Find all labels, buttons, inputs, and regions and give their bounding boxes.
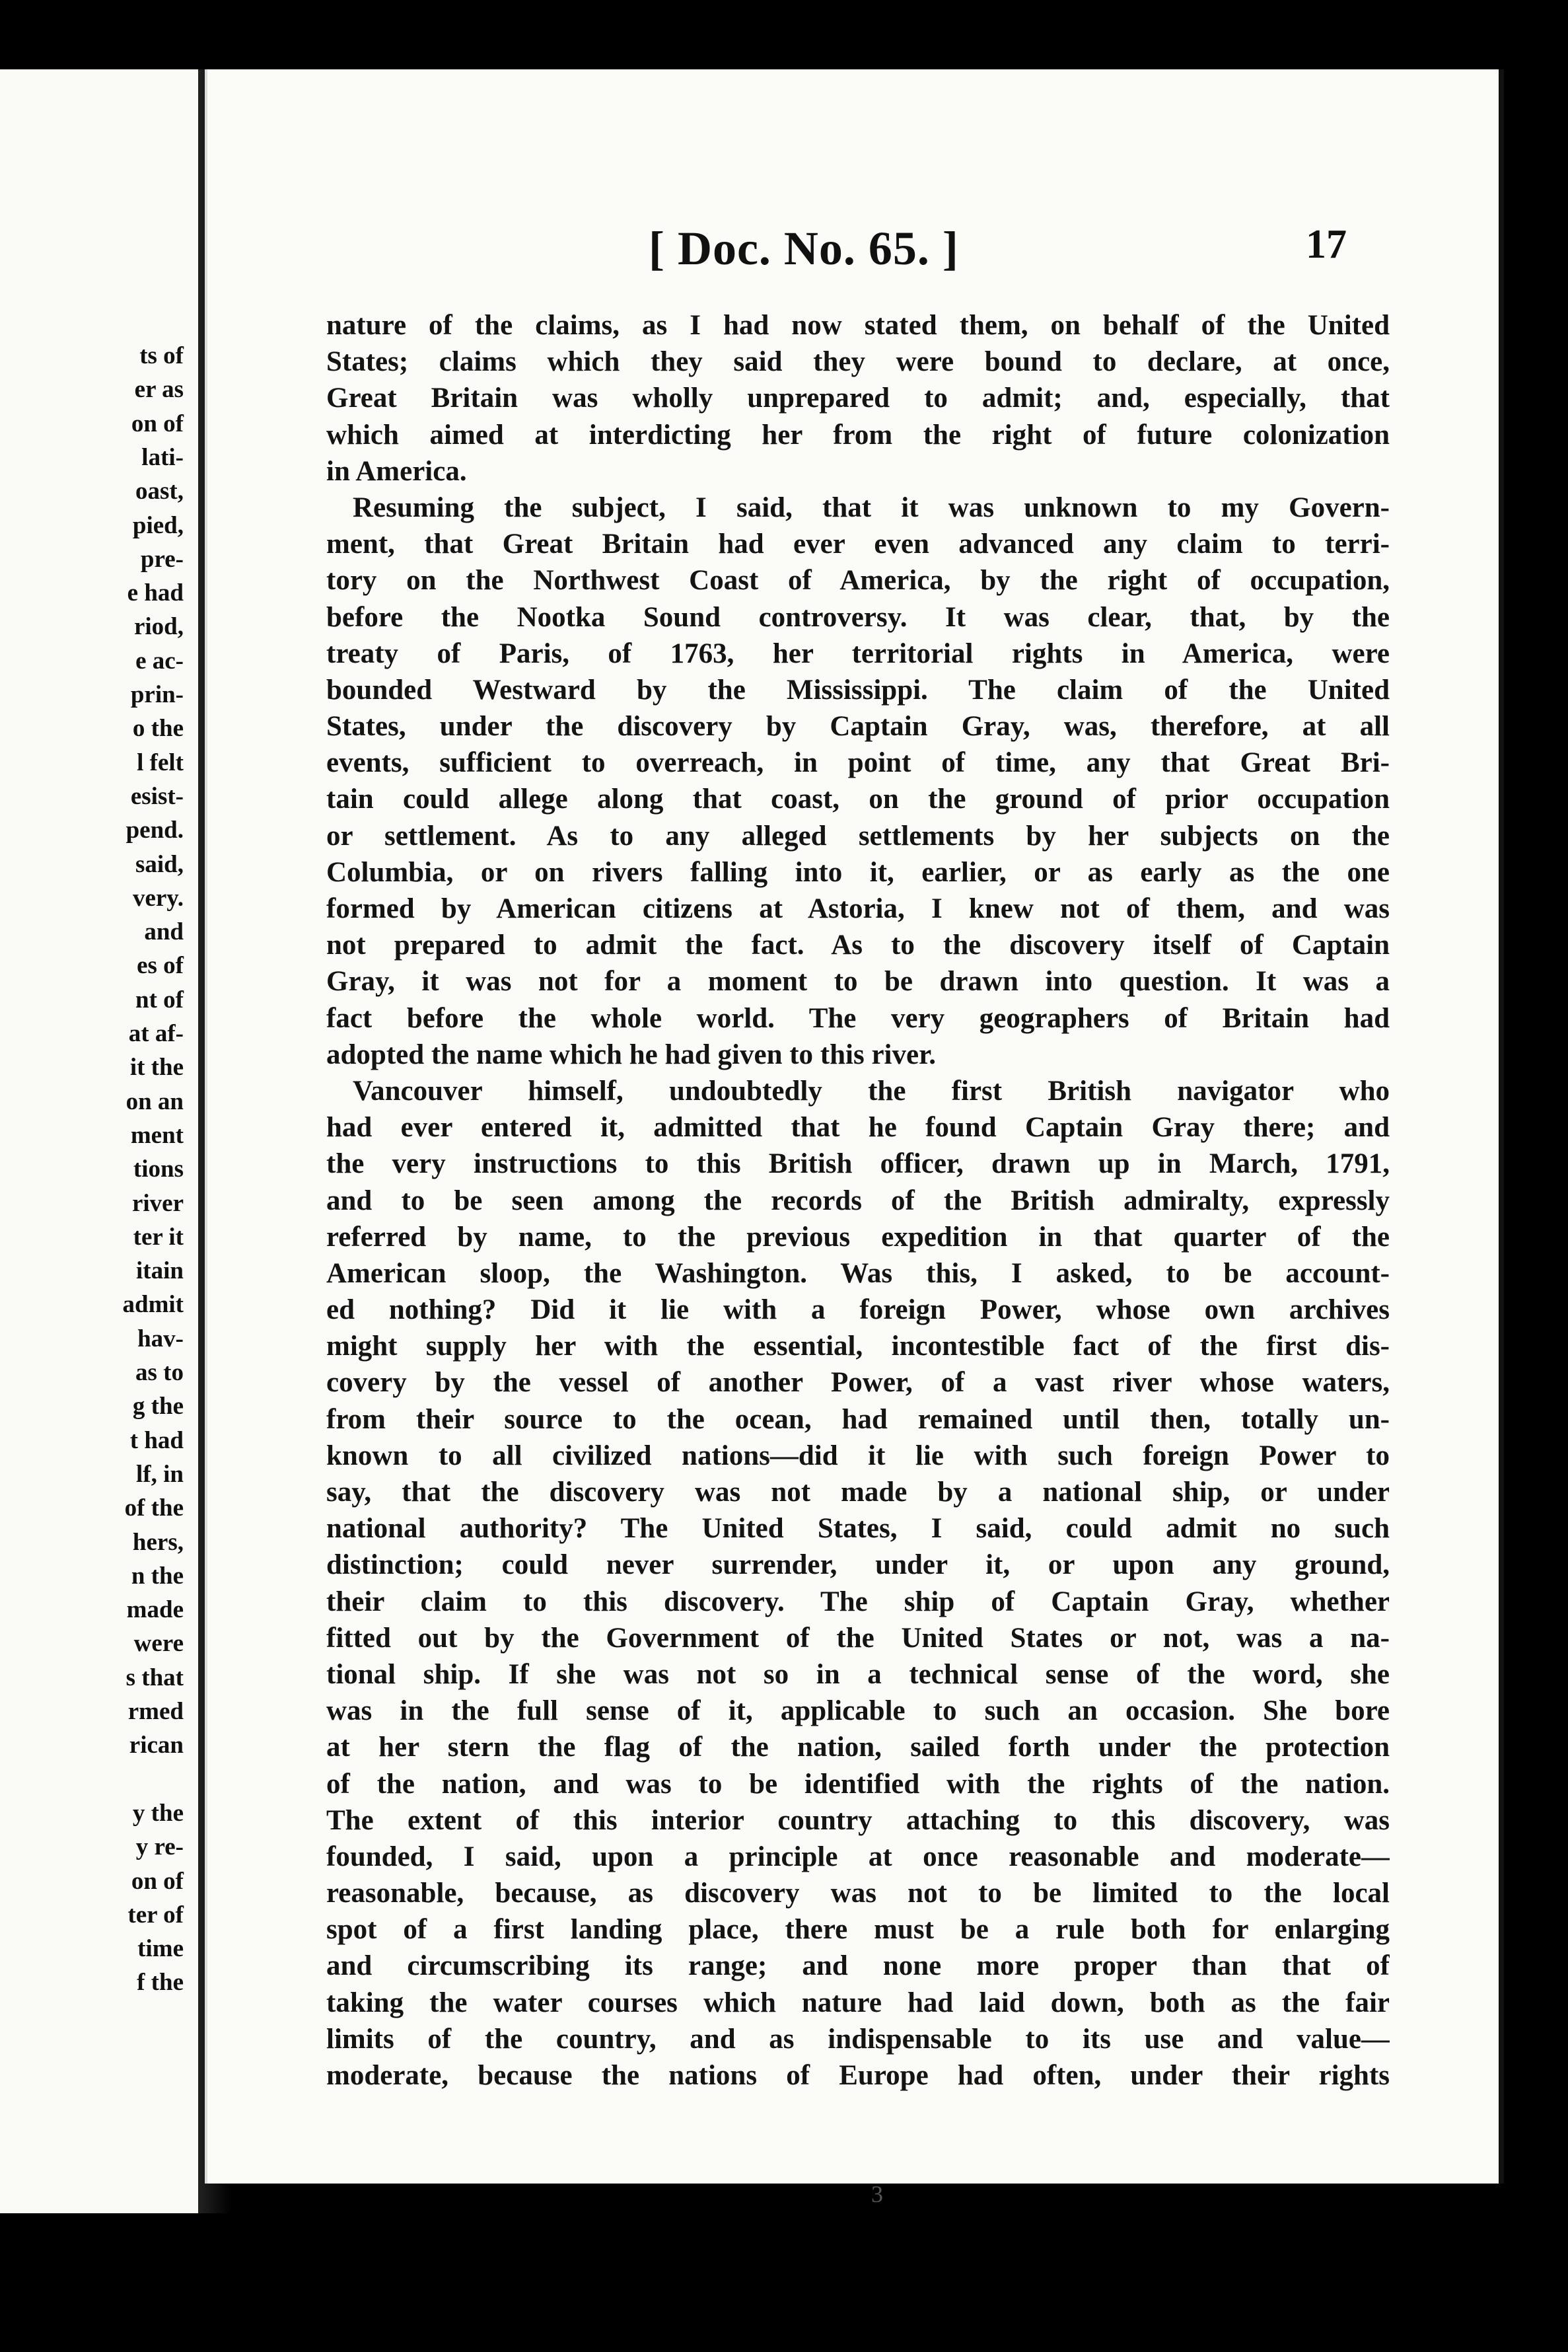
left-page-fragment: lati- xyxy=(141,443,184,471)
left-page-fragment: it the xyxy=(129,1054,184,1082)
text-line: founded, I said, upon a principle at once reasonable and moderate— xyxy=(326,1841,1390,1872)
left-page-fragment: said, xyxy=(135,850,184,878)
text-line: tain could allege along that coast, on the ground of prior occupation xyxy=(326,784,1390,815)
text-line: might supply her with the essential, incontestible fact of the first dis- xyxy=(326,1331,1390,1362)
left-page-fragment: es of xyxy=(137,952,184,980)
text-line: fitted out by the Government of the United States or not, was a na- xyxy=(326,1622,1390,1654)
left-page-fragment: t had xyxy=(129,1426,184,1454)
text-line: events, sufficient to overreach, in point of time, any that Great Bri- xyxy=(326,747,1390,779)
left-page-fragment: y re- xyxy=(135,1833,184,1861)
body-text xyxy=(326,307,1390,2094)
left-page-fragment: time xyxy=(137,1935,184,1963)
signature-mark: 3 xyxy=(871,2181,883,2207)
text-line: tional ship. If she was not so in a technical sense of the word, she xyxy=(326,1658,1390,1690)
text-line: Resuming the subject, I said, that it was unknown to my Govern- xyxy=(353,492,1390,523)
left-page-fragment: f the xyxy=(137,1969,184,1997)
text-line: of the nation, and was to be identified with the rights of the nation. xyxy=(326,1768,1390,1800)
text-line: in America. xyxy=(326,455,467,487)
left-page-fragment: l felt xyxy=(137,749,184,776)
left-page-fragment: on of xyxy=(131,410,184,437)
text-line: bounded Westward by the Mississippi. The claim of the United xyxy=(326,674,1390,706)
left-page-fragment: very. xyxy=(132,884,184,912)
text-line: nature of the claims, as I had now stated them, on behalf of the United xyxy=(326,310,1390,341)
left-page-fragment: made xyxy=(126,1596,184,1624)
left-page-fragment: er as xyxy=(134,376,184,404)
left-page-fragment: esist- xyxy=(130,782,184,810)
text-line: and to be seen among the records of the British admiralty, expressly xyxy=(326,1185,1390,1216)
left-page-fragment: n the xyxy=(131,1562,184,1590)
text-line: the very instructions to this British officer, drawn up in March, 1791, xyxy=(326,1148,1390,1180)
left-page-fragment: at af- xyxy=(128,1020,184,1047)
left-page-fragment: oast, xyxy=(135,478,184,505)
left-page-fragment: g the xyxy=(132,1393,184,1420)
left-page-fragment: on of xyxy=(131,1867,184,1895)
text-line: ed nothing? Did it lie with a foreign Power, whose own archives xyxy=(326,1294,1390,1326)
text-line: or settlement. As to any alleged settlements by her subjects on the xyxy=(326,820,1390,852)
text-line: American sloop, the Washington. Was this, I asked, to be account- xyxy=(326,1257,1390,1289)
doc-number-label: [ Doc. No. 65. ] xyxy=(649,222,959,275)
text-line: The extent of this interior country attaching to this discovery, was xyxy=(326,1804,1390,1836)
text-line: national authority? The United States, I said, could admit no such xyxy=(326,1513,1390,1545)
left-page-fragment: pend. xyxy=(125,817,184,844)
text-line: Columbia, or on rivers falling into it, earlier, or as early as the one xyxy=(326,856,1390,888)
text-line: ment, that Great Britain had ever even advanced any claim to terri- xyxy=(326,529,1390,560)
text-line: their claim to this discovery. The ship of Captain Gray, whether xyxy=(326,1586,1390,1617)
left-page-fragment: e ac- xyxy=(135,647,184,675)
text-line: from their source to the ocean, had remained until then, totally un- xyxy=(326,1403,1390,1435)
text-line: which aimed at interdicting her from the right of future colonization xyxy=(326,419,1390,451)
left-page-fragment: hers, xyxy=(132,1528,184,1556)
text-line: spot of a first landing place, there must be a rule both for enlarging xyxy=(326,1914,1390,1946)
text-line: had ever entered it, admitted that he found Captain Gray there; and xyxy=(326,1112,1390,1144)
text-line: covery by the vessel of another Power, of a vast river whose waters, xyxy=(326,1367,1390,1399)
left-page-fragment: prin- xyxy=(130,681,184,708)
text-line: treaty of Paris, of 1763, her territorial rights in America, were xyxy=(326,638,1390,669)
text-line: limits of the country, and as indispensable to its use and value— xyxy=(326,2023,1390,2055)
left-page-fragment: ts of xyxy=(139,342,184,369)
left-page-fragment: ter of xyxy=(127,1901,184,1929)
text-line: moderate, because the nations of Europe had often, under their rights xyxy=(326,2060,1390,2091)
left-page-edge xyxy=(0,69,198,2213)
text-line: not prepared to admit the fact. As to the discovery itself of Captain xyxy=(326,930,1390,961)
text-line: Gray, it was not for a moment to be drawn into question. It was a xyxy=(326,966,1390,998)
left-page-fragment: tions xyxy=(133,1156,184,1183)
left-page-fragment: as to xyxy=(135,1359,184,1386)
text-line: was in the full sense of it, applicable to such an occasion. She bore xyxy=(326,1695,1390,1727)
left-page-fragment: rmed xyxy=(127,1698,184,1725)
left-page-fragment: y the xyxy=(132,1799,184,1827)
left-page-fragment: o the xyxy=(132,715,184,743)
left-page-fragment: riod, xyxy=(133,613,184,641)
text-line: referred by name, to the previous expedition in that quarter of the xyxy=(326,1221,1390,1253)
text-line: at her stern the flag of the nation, sailed forth under the protection xyxy=(326,1732,1390,1763)
text-line: before the Nootka Sound controversy. It was clear, that, by the xyxy=(326,601,1390,633)
text-line: Vancouver himself, undoubtedly the first British navigator who xyxy=(353,1075,1390,1107)
left-page-fragment: admit xyxy=(122,1291,184,1319)
text-line: reasonable, because, as discovery was not to be limited to the local xyxy=(326,1878,1390,1909)
left-page-fragment: were xyxy=(133,1630,184,1658)
text-line: tory on the Northwest Coast of America, by the right of occupation, xyxy=(326,565,1390,597)
text-line: distinction; could never surrender, under it, or upon any ground, xyxy=(326,1549,1390,1581)
left-page-fragment: river xyxy=(131,1189,184,1217)
left-page-fragment: e had xyxy=(127,579,184,607)
text-line: States; claims which they said they were bound to declare, at once, xyxy=(326,346,1390,378)
text-line: and circumscribing its range; and none more proper than that of xyxy=(326,1950,1390,1982)
left-page-fragment: ter it xyxy=(133,1223,184,1251)
page-header xyxy=(207,221,1499,281)
text-line: taking the water courses which nature had laid down, both as the fair xyxy=(326,1987,1390,2018)
text-line: adopted the name which he had given to this river. xyxy=(326,1039,936,1070)
left-page-fragment: pre- xyxy=(140,545,184,573)
left-page-fragment: and xyxy=(144,918,184,946)
left-page-fragment: hav- xyxy=(137,1325,184,1352)
left-page-fragment: nt of xyxy=(135,986,184,1013)
page-number: 17 xyxy=(1306,222,1347,267)
text-line: States, under the discovery by Captain Gray, was, therefore, at all xyxy=(326,711,1390,743)
left-page-fragment: pied, xyxy=(132,511,184,539)
document-page xyxy=(205,69,1499,2207)
left-page-fragment: of the xyxy=(124,1494,184,1522)
text-line: say, that the discovery was not made by a national ship, or under xyxy=(326,1477,1390,1508)
left-page-fragment: itain xyxy=(136,1257,184,1285)
left-page-fragment: rican xyxy=(129,1732,184,1759)
text-line: known to all civilized nations—did it lie with such foreign Power to xyxy=(326,1440,1390,1471)
left-page-fragment: s that xyxy=(125,1664,184,1691)
left-page-fragment: on an xyxy=(125,1087,184,1115)
text-line: formed by American citizens at Astoria, I knew not of them, and was xyxy=(326,893,1390,924)
left-page-fragment: ment xyxy=(130,1121,184,1149)
text-line: fact before the whole world. The very geographers of Britain had xyxy=(326,1002,1390,1034)
left-page-fragment: lf, in xyxy=(136,1460,184,1488)
text-line: Great Britain was wholly unprepared to admit; and, especially, that xyxy=(326,383,1390,414)
